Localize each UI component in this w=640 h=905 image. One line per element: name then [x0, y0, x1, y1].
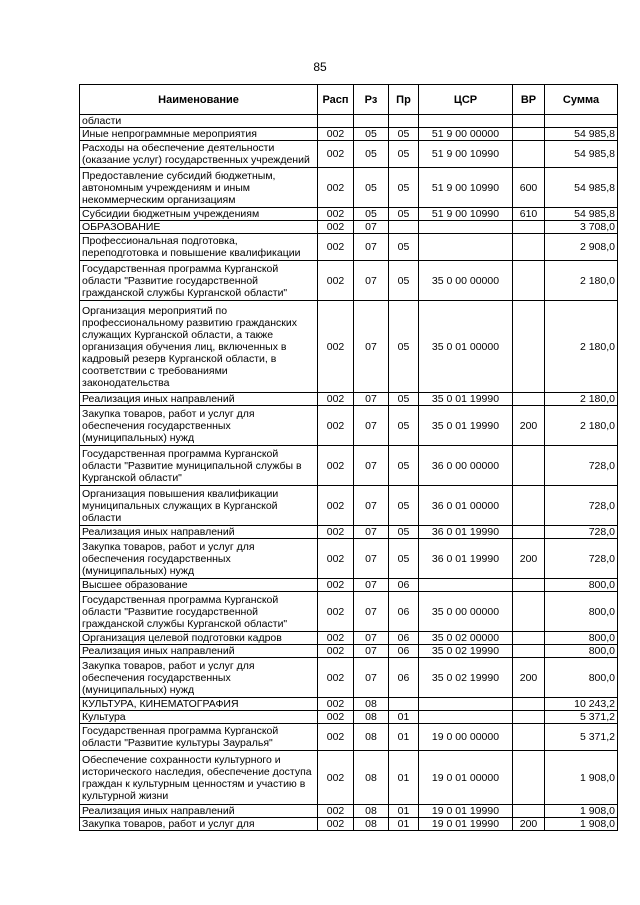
table-row: [80, 486, 618, 526]
cell-name: Закупка товаров, работ и услуг для обеспечения государственных (муниципальных) нужд: [80, 658, 318, 698]
cell-pr: [389, 698, 419, 711]
cell-rz: [354, 115, 389, 128]
cell-rz: 08: [354, 711, 389, 724]
cell-rz: 08: [354, 818, 389, 831]
cell-rz: 07: [354, 526, 389, 539]
cell-pr: 01: [389, 805, 419, 818]
cell-name: Закупка товаров, работ и услуг для обеспечения государственных (муниципальных) нужд: [80, 406, 318, 446]
cell-vr: [513, 724, 545, 751]
cell-rasp: 002: [318, 645, 354, 658]
cell-vr: [513, 128, 545, 141]
cell-vr: [513, 141, 545, 168]
header-name: Наименование: [80, 85, 318, 115]
cell-sum: 728,0: [545, 446, 618, 486]
cell-name: Реализация иных направлений: [80, 526, 318, 539]
cell-rasp: 002: [318, 141, 354, 168]
cell-name: Закупка товаров, работ и услуг для обеспечения государственных (муниципальных) нужд: [80, 539, 318, 579]
table-row: [80, 724, 618, 751]
cell-pr: 05: [389, 526, 419, 539]
cell-vr: [513, 632, 545, 645]
cell-sum: 800,0: [545, 579, 618, 592]
cell-csr: 19 0 01 19990: [419, 805, 513, 818]
cell-vr: [513, 234, 545, 261]
cell-csr: 35 0 00 00000: [419, 592, 513, 632]
cell-csr: 51 9 00 00000: [419, 128, 513, 141]
cell-pr: 05: [389, 446, 419, 486]
header-vr: ВР: [513, 85, 545, 115]
cell-rz: 07: [354, 406, 389, 446]
cell-pr: 05: [389, 406, 419, 446]
table-row: [80, 645, 618, 658]
cell-name: области: [80, 115, 318, 128]
cell-rasp: 002: [318, 393, 354, 406]
cell-name: Реализация иных направлений: [80, 393, 318, 406]
cell-rz: 07: [354, 446, 389, 486]
cell-vr: [513, 805, 545, 818]
cell-rasp: 002: [318, 724, 354, 751]
cell-sum: 1 908,0: [545, 818, 618, 831]
cell-csr: 51 9 00 10990: [419, 208, 513, 221]
cell-pr: 05: [389, 128, 419, 141]
cell-name: Реализация иных направлений: [80, 805, 318, 818]
cell-vr: 200: [513, 658, 545, 698]
cell-sum: 728,0: [545, 486, 618, 526]
cell-pr: 06: [389, 579, 419, 592]
cell-rasp: 002: [318, 579, 354, 592]
cell-name: Высшее образование: [80, 579, 318, 592]
cell-vr: 200: [513, 818, 545, 831]
cell-vr: [513, 301, 545, 393]
cell-sum: 54 985,8: [545, 208, 618, 221]
cell-sum: 3 708,0: [545, 221, 618, 234]
cell-vr: [513, 592, 545, 632]
cell-csr: 51 9 00 10990: [419, 168, 513, 208]
cell-rz: 08: [354, 724, 389, 751]
cell-rasp: 002: [318, 446, 354, 486]
cell-csr: 35 0 01 19990: [419, 393, 513, 406]
cell-sum: 2 180,0: [545, 261, 618, 301]
cell-sum: 2 908,0: [545, 234, 618, 261]
cell-sum: 10 243,2: [545, 698, 618, 711]
table-row: [80, 805, 618, 818]
cell-csr: 19 0 01 00000: [419, 751, 513, 805]
table-row: [80, 751, 618, 805]
cell-rasp: 002: [318, 486, 354, 526]
cell-rz: 08: [354, 751, 389, 805]
header-rasp: Расп: [318, 85, 354, 115]
table-row: [80, 711, 618, 724]
cell-name: Организация мероприятий по профессиональному развитию гражданских служащих Курганской области, а также организация обучения лиц, включенных в кадровый резерв Курганской области, в соответствии с требованиями законодательства: [80, 301, 318, 393]
cell-name: Культура: [80, 711, 318, 724]
cell-rz: 05: [354, 208, 389, 221]
cell-pr: 01: [389, 711, 419, 724]
cell-name: КУЛЬТУРА, КИНЕМАТОГРАФИЯ: [80, 698, 318, 711]
table-row: [80, 818, 618, 831]
cell-vr: [513, 261, 545, 301]
cell-sum: 728,0: [545, 539, 618, 579]
cell-csr: 35 0 00 00000: [419, 261, 513, 301]
cell-sum: [545, 115, 618, 128]
cell-pr: 05: [389, 168, 419, 208]
cell-rasp: 002: [318, 526, 354, 539]
cell-csr: 19 0 01 19990: [419, 818, 513, 831]
cell-pr: 06: [389, 658, 419, 698]
cell-vr: 200: [513, 406, 545, 446]
cell-vr: [513, 393, 545, 406]
cell-csr: [419, 711, 513, 724]
cell-name: Государственная программа Курганской области "Развитие государственной гражданской службы Курганской области": [80, 592, 318, 632]
cell-rz: 07: [354, 221, 389, 234]
cell-csr: 35 0 01 19990: [419, 406, 513, 446]
cell-csr: 51 9 00 10990: [419, 141, 513, 168]
table-header-row: [80, 85, 618, 115]
cell-rasp: 002: [318, 592, 354, 632]
cell-rz: 07: [354, 539, 389, 579]
cell-sum: 54 985,8: [545, 168, 618, 208]
cell-csr: [419, 698, 513, 711]
table-row: [80, 592, 618, 632]
cell-pr: 05: [389, 539, 419, 579]
cell-name: Обеспечение сохранности культурного и исторического наследия, обеспечение доступа граждан к культурным ценностям и участию в культурной жизни: [80, 751, 318, 805]
cell-csr: 35 0 02 00000: [419, 632, 513, 645]
cell-name: ОБРАЗОВАНИЕ: [80, 221, 318, 234]
table-body: [80, 115, 618, 831]
cell-rz: 07: [354, 592, 389, 632]
cell-vr: [513, 446, 545, 486]
cell-rasp: 002: [318, 208, 354, 221]
cell-pr: 05: [389, 234, 419, 261]
table-row: [80, 128, 618, 141]
cell-rasp: 002: [318, 632, 354, 645]
cell-vr: 610: [513, 208, 545, 221]
table-row: [80, 141, 618, 168]
cell-csr: [419, 115, 513, 128]
cell-sum: 54 985,8: [545, 128, 618, 141]
cell-vr: [513, 698, 545, 711]
cell-rz: 05: [354, 128, 389, 141]
cell-pr: 01: [389, 818, 419, 831]
cell-pr: 01: [389, 751, 419, 805]
cell-pr: 06: [389, 645, 419, 658]
cell-pr: 05: [389, 393, 419, 406]
table-row: [80, 115, 618, 128]
cell-rz: 05: [354, 141, 389, 168]
cell-sum: 800,0: [545, 645, 618, 658]
cell-vr: [513, 526, 545, 539]
cell-csr: 35 0 02 19990: [419, 645, 513, 658]
cell-sum: 5 371,2: [545, 711, 618, 724]
table-row: [80, 208, 618, 221]
cell-sum: 800,0: [545, 632, 618, 645]
cell-csr: 36 0 00 00000: [419, 446, 513, 486]
cell-sum: 728,0: [545, 526, 618, 539]
cell-rasp: 002: [318, 751, 354, 805]
table-row: [80, 698, 618, 711]
cell-rz: 07: [354, 234, 389, 261]
cell-rz: 07: [354, 261, 389, 301]
cell-rz: 07: [354, 658, 389, 698]
cell-sum: 2 180,0: [545, 393, 618, 406]
cell-csr: 35 0 01 00000: [419, 301, 513, 393]
table-row: [80, 632, 618, 645]
cell-vr: [513, 486, 545, 526]
cell-csr: [419, 221, 513, 234]
cell-rz: 07: [354, 301, 389, 393]
cell-pr: 06: [389, 592, 419, 632]
cell-sum: 1 908,0: [545, 751, 618, 805]
table-row: [80, 168, 618, 208]
cell-pr: 01: [389, 724, 419, 751]
cell-sum: 54 985,8: [545, 141, 618, 168]
table-row: [80, 539, 618, 579]
cell-csr: 19 0 00 00000: [419, 724, 513, 751]
cell-rz: 07: [354, 486, 389, 526]
cell-vr: [513, 221, 545, 234]
table-row: [80, 234, 618, 261]
cell-name: Государственная программа Курганской области "Развитие культуры Зауралья": [80, 724, 318, 751]
cell-rasp: 002: [318, 234, 354, 261]
cell-pr: [389, 221, 419, 234]
cell-rz: 07: [354, 645, 389, 658]
cell-name: Государственная программа Курганской области "Развитие муниципальной службы в Курганской области": [80, 446, 318, 486]
cell-sum: 2 180,0: [545, 406, 618, 446]
cell-rasp: 002: [318, 658, 354, 698]
cell-sum: 800,0: [545, 592, 618, 632]
cell-csr: 36 0 01 19990: [419, 526, 513, 539]
cell-rz: 08: [354, 698, 389, 711]
table-row: [80, 526, 618, 539]
cell-sum: 5 371,2: [545, 724, 618, 751]
cell-rasp: 002: [318, 805, 354, 818]
cell-rasp: 002: [318, 539, 354, 579]
cell-name: Государственная программа Курганской области "Развитие государственной гражданской службы Курганской области": [80, 261, 318, 301]
table-row: [80, 446, 618, 486]
cell-sum: 800,0: [545, 658, 618, 698]
cell-rz: 08: [354, 805, 389, 818]
cell-pr: 05: [389, 261, 419, 301]
budget-table: [79, 84, 618, 831]
cell-rasp: 002: [318, 221, 354, 234]
cell-name: Субсидии бюджетным учреждениям: [80, 208, 318, 221]
cell-pr: 05: [389, 141, 419, 168]
cell-vr: [513, 579, 545, 592]
cell-rz: 07: [354, 632, 389, 645]
table-row: [80, 393, 618, 406]
header-sum: Сумма: [545, 85, 618, 115]
cell-csr: [419, 579, 513, 592]
cell-vr: [513, 645, 545, 658]
cell-name: Реализация иных направлений: [80, 645, 318, 658]
cell-csr: 36 0 01 19990: [419, 539, 513, 579]
cell-rasp: 002: [318, 711, 354, 724]
header-rz: Рз: [354, 85, 389, 115]
cell-pr: 06: [389, 632, 419, 645]
cell-csr: [419, 234, 513, 261]
cell-rz: 05: [354, 168, 389, 208]
cell-name: Расходы на обеспечение деятельности (оказание услуг) государственных учреждений: [80, 141, 318, 168]
table-row: [80, 301, 618, 393]
table-row: [80, 406, 618, 446]
cell-name: Профессиональная подготовка, переподготовка и повышение квалификации: [80, 234, 318, 261]
cell-name: Организация повышения квалификации муниципальных служащих в Курганской области: [80, 486, 318, 526]
table-row: [80, 579, 618, 592]
cell-rasp: [318, 115, 354, 128]
cell-name: Иные непрограммные мероприятия: [80, 128, 318, 141]
table-row: [80, 658, 618, 698]
table-row: [80, 221, 618, 234]
cell-rasp: 002: [318, 301, 354, 393]
cell-vr: 600: [513, 168, 545, 208]
cell-vr: [513, 115, 545, 128]
cell-pr: 05: [389, 208, 419, 221]
cell-sum: 2 180,0: [545, 301, 618, 393]
header-csr: ЦСР: [419, 85, 513, 115]
cell-pr: 05: [389, 486, 419, 526]
page-number: 85: [313, 60, 327, 74]
cell-name: Закупка товаров, работ и услуг для: [80, 818, 318, 831]
cell-name: Организация целевой подготовки кадров: [80, 632, 318, 645]
cell-pr: [389, 115, 419, 128]
cell-vr: [513, 751, 545, 805]
cell-rz: 07: [354, 579, 389, 592]
cell-rasp: 002: [318, 818, 354, 831]
cell-rasp: 002: [318, 698, 354, 711]
cell-csr: 36 0 01 00000: [419, 486, 513, 526]
cell-sum: 1 908,0: [545, 805, 618, 818]
cell-csr: 35 0 02 19990: [419, 658, 513, 698]
cell-rasp: 002: [318, 128, 354, 141]
cell-vr: 200: [513, 539, 545, 579]
cell-rasp: 002: [318, 406, 354, 446]
cell-pr: 05: [389, 301, 419, 393]
table-row: [80, 261, 618, 301]
cell-rasp: 002: [318, 261, 354, 301]
cell-rz: 07: [354, 393, 389, 406]
cell-vr: [513, 711, 545, 724]
cell-name: Предоставление субсидий бюджетным, автономным учреждениям и иным некоммерческим организациям: [80, 168, 318, 208]
header-pr: Пр: [389, 85, 419, 115]
cell-rasp: 002: [318, 168, 354, 208]
